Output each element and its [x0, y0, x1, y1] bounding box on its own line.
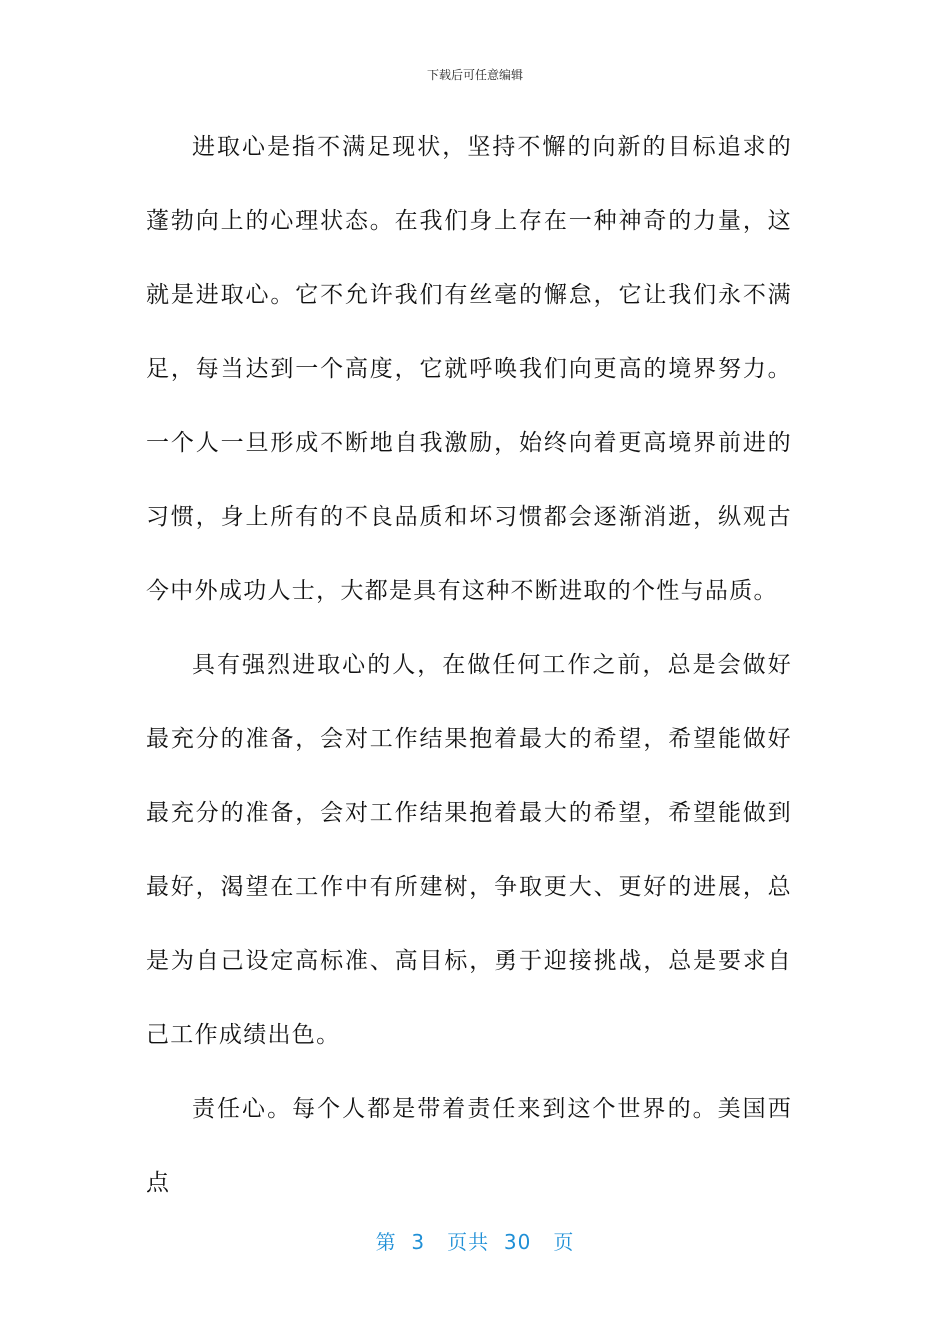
paragraph-responsibility: 责任心。每个人都是带着责任来到这个世界的。美国西点	[146, 1096, 792, 1196]
page-suffix: 页	[553, 1230, 575, 1254]
paragraph-ambition: 进取心是指不满足现状，坚持不懈的向新的目标追求的蓬勃向上的心理状态。在我们身上存在一种神奇的力量，这就是进取心。它不允许我们有丝毫的懈怠，它让我们永不满足，每当达到一个高度，它就呼唤我们向更高的境界努力。一个人一旦形成不断地自我激励，始终向着更高境界前进的习惯，身上所有的不良品质和坏习惯都会逐渐消逝，纵观古今中外成功人士，大都是具有这种不断进取的个性与品质。	[146, 134, 792, 604]
page-header-note: 下载后可任意编辑	[426, 68, 523, 82]
page-current: 3	[411, 1230, 426, 1254]
page-total: 30	[503, 1230, 532, 1254]
paragraph-preparation: 具有强烈进取心的人，在做任何工作之前，总是会做好最充分的准备，会对工作结果抱着最大的希望，希望能做好最充分的准备，会对工作结果抱着最大的希望，希望能做到最好，渴望在工作中有所建树，争取更大、更好的进展，总是为自己设定高标准、高目标，勇于迎接挑战，总是要求自己工作成绩出色。	[146, 652, 792, 1048]
page-number-footer	[0, 1226, 950, 1255]
document-body	[146, 110, 792, 1220]
page-middle: 页共	[447, 1230, 490, 1254]
page-prefix: 第	[375, 1230, 397, 1254]
